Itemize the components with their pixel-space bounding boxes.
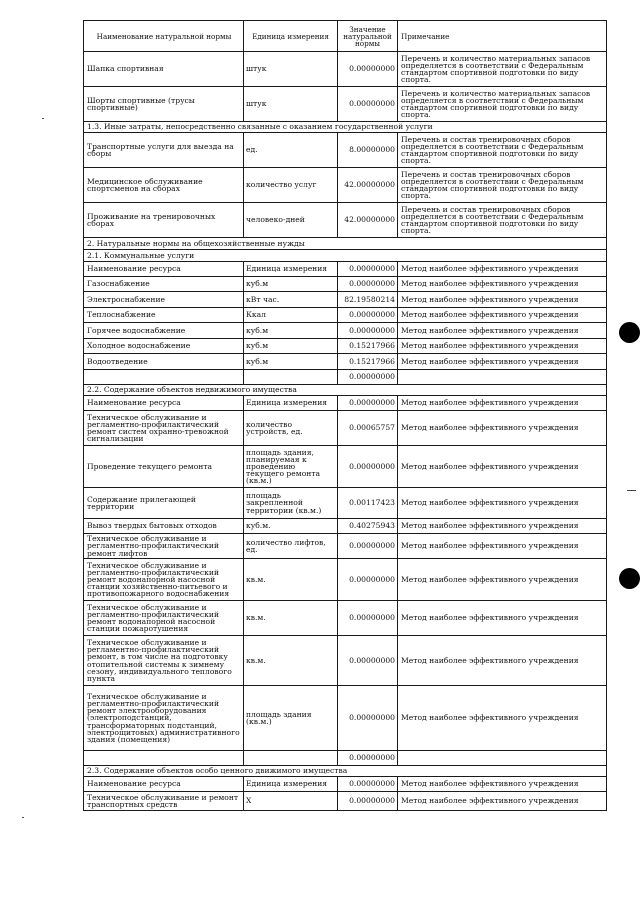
table-row (84, 262, 607, 277)
row-note: Метод наиболее эффективного учреждения (398, 396, 607, 411)
row-unit: количество услуг (244, 168, 338, 203)
row-name: Шапка спортивная (84, 52, 244, 87)
table-row (84, 488, 607, 519)
row-value: 0.00000000 (338, 777, 398, 792)
table-row (84, 354, 607, 370)
table-row (84, 308, 607, 323)
table-row (84, 751, 607, 766)
row-note: Метод наиболее эффективного учреждения (398, 262, 607, 277)
row-unit: кв.м. (244, 559, 338, 601)
row-name: Электроснабжение (84, 292, 244, 308)
table-row (84, 370, 607, 385)
row-note: Перечень и количество материальных запасов определяется в соответствии с Федеральным стандартом спортивной подготовки по виду спорта. (398, 87, 607, 122)
row-note: Метод наиболее эффективного учреждения (398, 446, 607, 488)
row-note: Метод наиболее эффективного учреждения (398, 636, 607, 686)
row-value: 82.19580214 (338, 292, 398, 308)
row-note: Метод наиболее эффективного учреждения (398, 488, 607, 519)
row-unit: площадь закрепленной территории (кв.м.) (244, 488, 338, 519)
row-note: Метод наиболее эффективного учреждения (398, 308, 607, 323)
punch-hole-top (619, 322, 640, 343)
section-row (84, 238, 607, 250)
row-value: 0.00117423 (338, 488, 398, 519)
row-value: 42.00000000 (338, 203, 398, 238)
table-row (84, 339, 607, 354)
row-name: Техническое обслуживание и регламентно-профилактический ремонт водонапорной насосной станции хозяйственно-питьевого и противопожарного водоснабжения (84, 559, 244, 601)
section-row (84, 250, 607, 262)
table-row (84, 777, 607, 792)
row-unit: количество лифтов, ед. (244, 534, 338, 559)
row-value: 0.00000000 (338, 792, 398, 811)
section-row (84, 122, 607, 133)
row-value: 0.00000000 (338, 446, 398, 488)
row-unit: штук (244, 87, 338, 122)
row-name: Холодное водоснабжение (84, 339, 244, 354)
row-name: Медицинское обслуживание спортсменов на сборах (84, 168, 244, 203)
row-name: Шорты спортивные (трусы спортивные) (84, 87, 244, 122)
row-name (84, 751, 244, 766)
row-note: Метод наиболее эффективного учреждения (398, 354, 607, 370)
table-row (84, 203, 607, 238)
row-unit: площадь здания, планируемая к проведению текущего ремонта (кв.м.) (244, 446, 338, 488)
row-value: 42.00000000 (338, 168, 398, 203)
row-value: 0.00000000 (338, 686, 398, 751)
row-unit: ед. (244, 133, 338, 168)
punch-hole-bottom (619, 568, 640, 589)
row-value: 0.00000000 (338, 601, 398, 636)
row-name: Горячее водоснабжение (84, 323, 244, 339)
norms-table-body (84, 21, 607, 811)
table-row (84, 52, 607, 87)
row-unit: куб.м (244, 354, 338, 370)
row-note: Перечень и состав тренировочных сборов определяется в соответствии с Федеральным стандартом спортивной подготовки по виду спорта. (398, 203, 607, 238)
section-title: 2.1. Коммунальные услуги (84, 250, 607, 262)
table-row (84, 559, 607, 601)
table-row (84, 686, 607, 751)
margin-dot-left (42, 118, 44, 119)
row-value: 0.00000000 (338, 636, 398, 686)
table-row (84, 601, 607, 636)
table-row (84, 636, 607, 686)
row-value: 0.00000000 (338, 87, 398, 122)
row-unit: Х (244, 792, 338, 811)
row-note: Метод наиболее эффективного учреждения (398, 777, 607, 792)
row-unit (244, 751, 338, 766)
row-unit: куб.м (244, 339, 338, 354)
section-title: 2.2. Содержание объектов недвижимого имущества (84, 385, 607, 396)
row-value: 0.15217966 (338, 354, 398, 370)
row-note: Метод наиболее эффективного учреждения (398, 601, 607, 636)
row-name: Техническое обслуживание и регламентно-профилактический ремонт водонапорной насосной станции пожаротушения (84, 601, 244, 636)
row-value: 0.00000000 (338, 323, 398, 339)
row-value: 0.00000000 (338, 534, 398, 559)
row-note: Перечень и количество материальных запасов определяется в соответствии с Федеральным стандартом спортивной подготовки по виду спорта. (398, 52, 607, 87)
section-row (84, 766, 607, 777)
row-name: Техническое обслуживание и регламентно-профилактический ремонт лифтов (84, 534, 244, 559)
section-title: 2.3. Содержание объектов особо ценного движимого имущества (84, 766, 607, 777)
row-unit: штук (244, 52, 338, 87)
table-row (84, 519, 607, 534)
row-note: Перечень и состав тренировочных сборов определяется в соответствии с Федеральным стандартом спортивной подготовки по виду спорта. (398, 168, 607, 203)
margin-dot-left (22, 817, 24, 818)
row-value: 0.00000000 (338, 751, 398, 766)
row-note: Метод наиболее эффективного учреждения (398, 339, 607, 354)
row-unit: кв.м. (244, 636, 338, 686)
row-value: 0.00000000 (338, 52, 398, 87)
row-value: 0.00000000 (338, 370, 398, 385)
row-value: 0.00065757 (338, 411, 398, 446)
norms-table (83, 20, 607, 811)
row-unit: Единица измерения (244, 396, 338, 411)
row-value: 0.40275943 (338, 519, 398, 534)
table-row (84, 396, 607, 411)
row-name (84, 370, 244, 385)
row-name: Техническое обслуживание и регламентно-профилактический ремонт, в том числе на подготовку отопительной системы к зимнему сезону, индивидуального теплового пункта (84, 636, 244, 686)
row-name: Техническое обслуживание и ремонт транспортных средств (84, 792, 244, 811)
table-row (84, 446, 607, 488)
row-note (398, 751, 607, 766)
row-note: Метод наиболее эффективного учреждения (398, 277, 607, 292)
row-note: Метод наиболее эффективного учреждения (398, 559, 607, 601)
header-name: Наименование натуральной нормы (84, 21, 244, 52)
row-unit: куб.м (244, 323, 338, 339)
row-value: 0.00000000 (338, 559, 398, 601)
row-unit: куб.м (244, 277, 338, 292)
row-unit: площадь здания (кв.м.) (244, 686, 338, 751)
row-note: Метод наиболее эффективного учреждения (398, 519, 607, 534)
row-unit: Ккал (244, 308, 338, 323)
row-unit: кВт час. (244, 292, 338, 308)
row-name: Водоотведение (84, 354, 244, 370)
table-row (84, 87, 607, 122)
header-note: Примечание (398, 21, 607, 52)
row-unit: куб.м. (244, 519, 338, 534)
row-note: Метод наиболее эффективного учреждения (398, 411, 607, 446)
table-row (84, 168, 607, 203)
row-note: Метод наиболее эффективного учреждения (398, 534, 607, 559)
row-note (398, 370, 607, 385)
row-name: Наименование ресурса (84, 396, 244, 411)
header-unit: Единица измерения (244, 21, 338, 52)
row-name: Наименование ресурса (84, 777, 244, 792)
row-value: 0.00000000 (338, 277, 398, 292)
row-note: Метод наиболее эффективного учреждения (398, 292, 607, 308)
row-unit: человеко-дней (244, 203, 338, 238)
row-name: Теплоснабжение (84, 308, 244, 323)
row-name: Проведение текущего ремонта (84, 446, 244, 488)
table-row (84, 534, 607, 559)
row-unit (244, 370, 338, 385)
row-value: 0.00000000 (338, 308, 398, 323)
row-name: Наименование ресурса (84, 262, 244, 277)
margin-mark (627, 490, 636, 491)
table-row (84, 792, 607, 811)
section-title: 1.3. Иные затраты, непосредственно связанные с оказанием государственной услуги (84, 122, 607, 133)
row-name: Вывоз твердых бытовых отходов (84, 519, 244, 534)
row-name: Транспортные услуги для выезда на сборы (84, 133, 244, 168)
row-value: 0.00000000 (338, 262, 398, 277)
row-value: 0.15217966 (338, 339, 398, 354)
row-name: Содержание прилегающей территории (84, 488, 244, 519)
row-name: Техническое обслуживание и регламентно-профилактический ремонт систем охранно-тревожной сигнализации (84, 411, 244, 446)
table-header (84, 21, 607, 52)
row-note: Метод наиболее эффективного учреждения (398, 323, 607, 339)
row-unit: Единица измерения (244, 262, 338, 277)
row-note: Метод наиболее эффективного учреждения (398, 792, 607, 811)
section-row (84, 385, 607, 396)
table-row (84, 411, 607, 446)
table-row (84, 323, 607, 339)
row-unit: количество устройств, ед. (244, 411, 338, 446)
row-value: 0.00000000 (338, 396, 398, 411)
table-row (84, 292, 607, 308)
row-name: Газоснабжение (84, 277, 244, 292)
row-name: Техническое обслуживание и регламентно-профилактический ремонт электрооборудования (электроподстанций, трансформаторных подстанций, электрощитовых) административного здания (помещения) (84, 686, 244, 751)
row-note: Метод наиболее эффективного учреждения (398, 686, 607, 751)
row-unit: кв.м. (244, 601, 338, 636)
row-unit: Единица измерения (244, 777, 338, 792)
table-row (84, 277, 607, 292)
row-name: Проживание на тренировочных сборах (84, 203, 244, 238)
row-value: 8.00000000 (338, 133, 398, 168)
table-row (84, 133, 607, 168)
section-title: 2. Натуральные нормы на общехозяйственные нужды (84, 238, 607, 250)
row-note: Перечень и состав тренировочных сборов определяется в соответствии с Федеральным стандартом спортивной подготовки по виду спорта. (398, 133, 607, 168)
header-value: Значение натуральной нормы (338, 21, 398, 52)
